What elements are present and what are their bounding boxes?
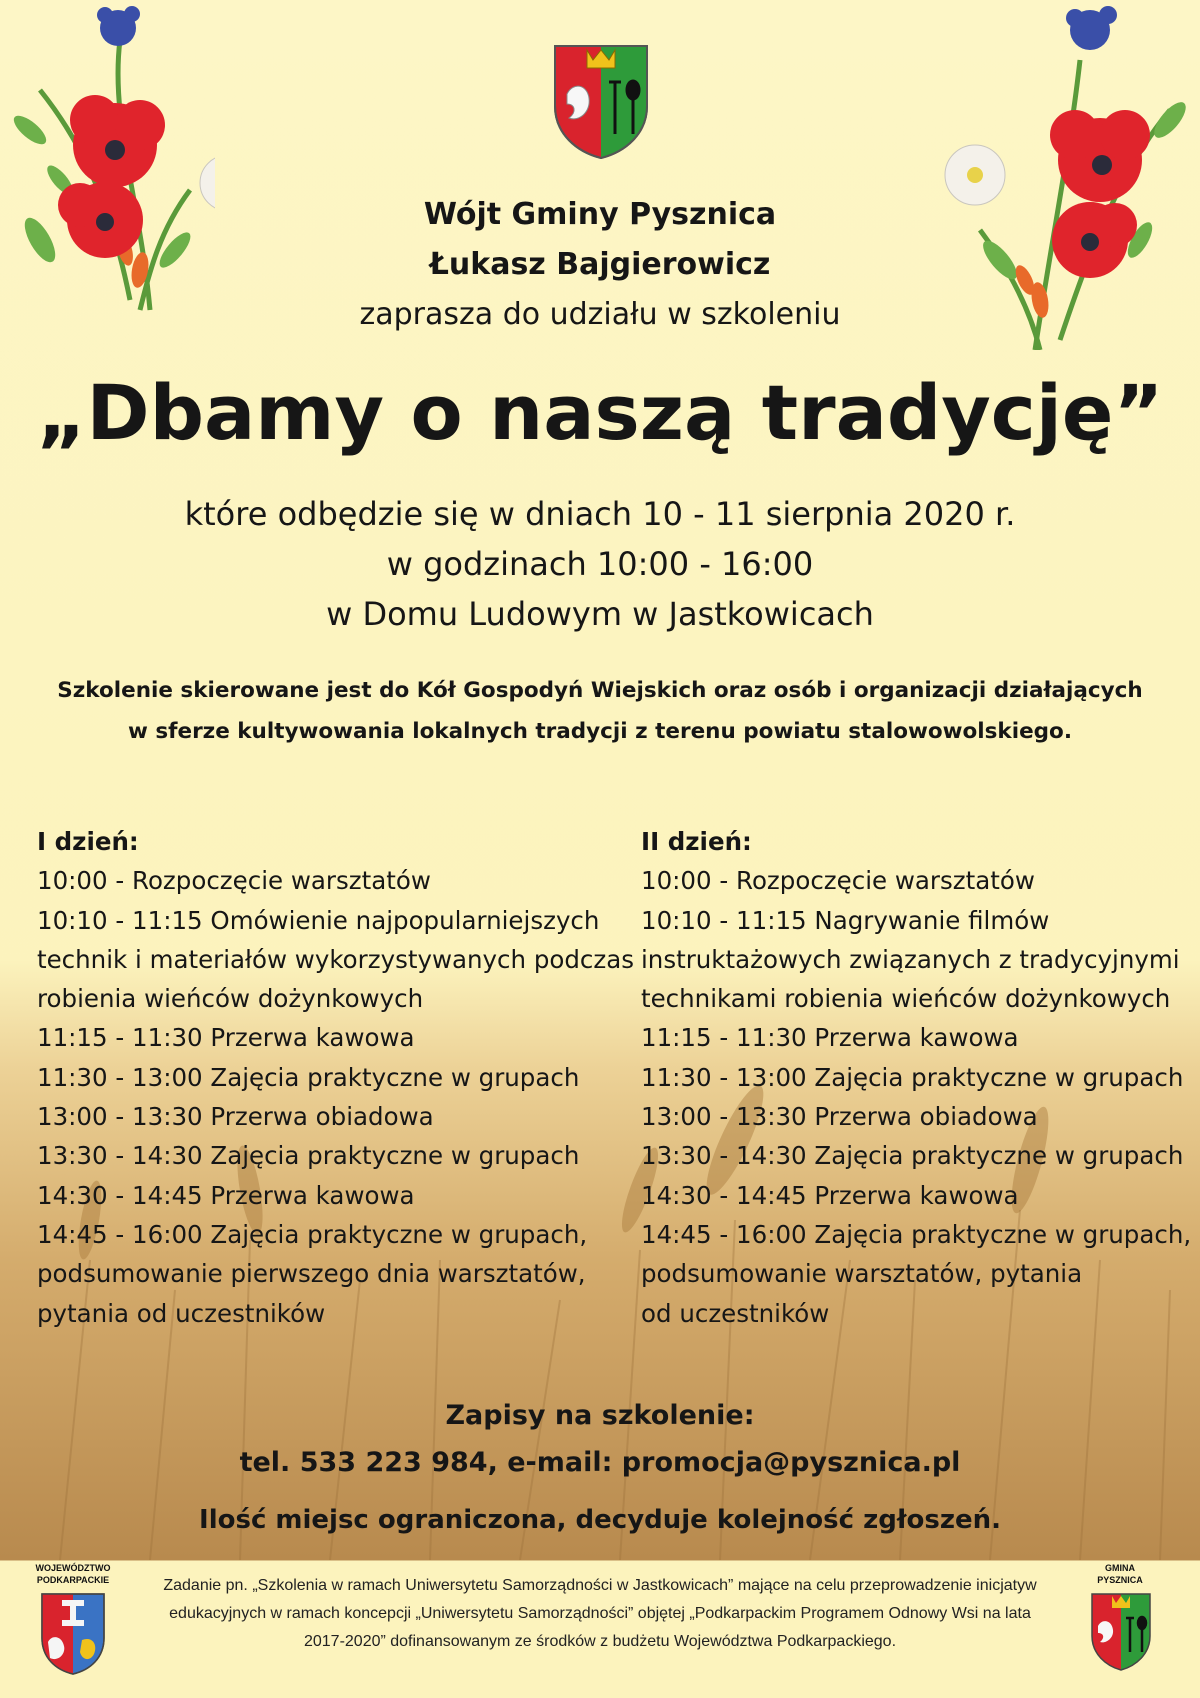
day2-line: 14:30 - 14:45 Przerwa kawowa bbox=[641, 1180, 1019, 1210]
day2-line: 11:30 - 13:00 Zajęcia praktyczne w grupach bbox=[641, 1062, 1184, 1092]
event-place: w Domu Ludowym w Jastkowicach bbox=[326, 595, 874, 633]
day2-schedule bbox=[641, 822, 1200, 1333]
day2-line: 13:00 - 13:30 Przerwa obiadowa bbox=[641, 1102, 1038, 1132]
day2-line: 10:10 - 11:15 Nagrywanie filmów bbox=[641, 905, 1050, 935]
day1-line: pytania od uczestników bbox=[37, 1298, 326, 1328]
footer-line-3: 2017-2020” dofinansowanym ze środków z budżetu Województwa Podkarpackiego. bbox=[303, 1633, 897, 1650]
day1-line: 10:10 - 11:15 Omówienie najpopularniejszych bbox=[37, 905, 600, 935]
footer-funding-note bbox=[125, 1572, 1075, 1656]
footer-right-label bbox=[1080, 1562, 1160, 1586]
footer-right-label-line-2: PYSZNICA bbox=[1097, 1575, 1143, 1585]
registration-contact: tel. 533 223 984, e-mail: promocja@pysznica.pl bbox=[239, 1447, 961, 1478]
day1-line: 13:00 - 13:30 Przerwa obiadowa bbox=[37, 1102, 434, 1132]
day2-line: od uczestników bbox=[641, 1298, 830, 1328]
footer-line-1: Zadanie pn. „Szkolenia w ramach Uniwersytetu Samorządności w Jastkowicach” mające na celu przeprowadzenie inicjatyw bbox=[163, 1577, 1037, 1594]
day2-line: instruktażowych związanych z tradycyjnymi bbox=[641, 944, 1180, 974]
target-line-1: Szkolenie skierowane jest do Kół Gospodyń Wiejskich oraz osób i organizacji działających bbox=[57, 678, 1143, 703]
day2-line: 13:30 - 14:30 Zajęcia praktyczne w grupach bbox=[641, 1141, 1184, 1171]
day1-line: robienia wieńców dożynkowych bbox=[37, 984, 424, 1014]
footer-right-label-line-1: GMINA bbox=[1105, 1563, 1135, 1573]
event-title: „Dbamy o naszą tradycję” bbox=[36, 368, 1164, 457]
day2-line: 10:00 - Rozpoczęcie warsztatów bbox=[641, 866, 1035, 896]
gmina-pysznica-crest-icon bbox=[553, 42, 649, 160]
event-dates: które odbędzie się w dniach 10 - 11 sierpnia 2020 r. bbox=[184, 495, 1016, 533]
day1-line: 14:45 - 16:00 Zajęcia praktyczne w grupach, bbox=[37, 1219, 588, 1249]
day2-line: technikami robienia wieńców dożynkowych bbox=[641, 984, 1171, 1014]
day1-line: podsumowanie pierwszego dnia warsztatów, bbox=[37, 1259, 586, 1289]
day2-line: 11:15 - 11:30 Przerwa kawowa bbox=[641, 1023, 1019, 1053]
target-audience bbox=[40, 670, 1160, 752]
header-invitation: zaprasza do udziału w szkoleniu bbox=[359, 297, 841, 332]
footer-left-label bbox=[18, 1562, 128, 1586]
gmina-pysznica-footer-crest-icon bbox=[1090, 1592, 1152, 1672]
podkarpackie-crest-icon bbox=[40, 1592, 106, 1676]
registration-heading: Zapisy na szkolenie: bbox=[445, 1400, 755, 1431]
day1-heading: I dzień: bbox=[37, 827, 139, 856]
footer-line-2: edukacyjnych w ramach koncepcji „Uniwersytetu Samorządności” objętej „Podkarpackim Programem Odnowy Wsi na lata bbox=[169, 1605, 1031, 1622]
day1-line: technik i materiałów wykorzystywanych podczas bbox=[37, 944, 635, 974]
day1-line: 14:30 - 14:45 Przerwa kawowa bbox=[37, 1180, 415, 1210]
day1-line: 13:30 - 14:30 Zajęcia praktyczne w grupach bbox=[37, 1141, 580, 1171]
footer-left-label-line-2: PODKARPACKIE bbox=[36, 1575, 110, 1585]
target-line-2: w sferze kultywowania lokalnych tradycji z terenu powiatu stalowowolskiego. bbox=[128, 719, 1072, 744]
day2-line: 14:45 - 16:00 Zajęcia praktyczne w grupach, bbox=[641, 1219, 1192, 1249]
day2-line: podsumowanie warsztatów, pytania bbox=[641, 1259, 1083, 1289]
event-hours: w godzinach 10:00 - 16:00 bbox=[386, 545, 814, 583]
day1-line: 10:00 - Rozpoczęcie warsztatów bbox=[37, 866, 431, 896]
header-mayor-name: Łukasz Bajgierowicz bbox=[429, 247, 771, 282]
day1-line: 11:30 - 13:00 Zajęcia praktyczne w grupach bbox=[37, 1062, 580, 1092]
footer-left-label-line-1: WOJEWÓDZTWO bbox=[35, 1563, 111, 1573]
header-mayor-title: Wójt Gminy Pysznica bbox=[423, 197, 777, 232]
day2-heading: II dzień: bbox=[641, 827, 752, 856]
limited-seats-note: Ilość miejsc ograniczona, decyduje kolejność zgłoszeń. bbox=[199, 1505, 1001, 1535]
day1-line: 11:15 - 11:30 Przerwa kawowa bbox=[37, 1023, 415, 1053]
day1-schedule bbox=[37, 822, 637, 1333]
